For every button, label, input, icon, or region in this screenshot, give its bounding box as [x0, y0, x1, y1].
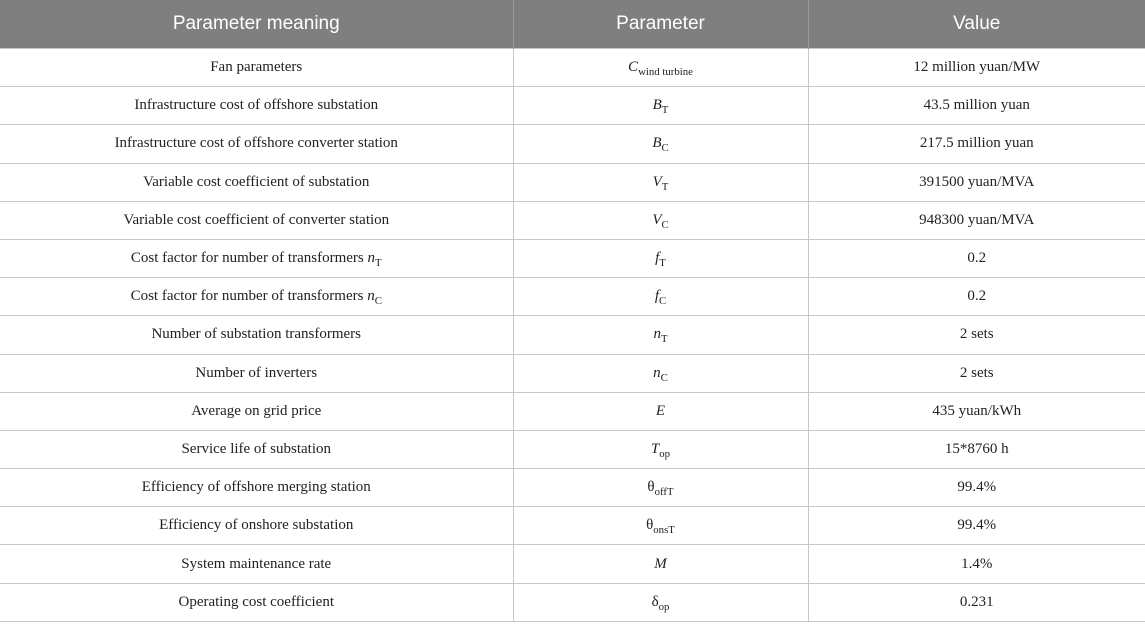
meaning-text: Cost factor for number of transformers	[130, 250, 368, 267]
cell-parameter-meaning	[0, 545, 513, 583]
parameter-symbol: B	[652, 135, 662, 152]
table-row	[0, 201, 1145, 239]
meaning-text: Number of substation transformers	[151, 326, 362, 343]
parameter-subscript: C	[661, 218, 669, 231]
parameter-symbol: V	[652, 173, 662, 190]
meaning-text: Infrastructure cost of offshore substation	[134, 97, 379, 114]
header-parameter: Parameter	[513, 0, 808, 49]
parameter-symbol: θ	[646, 517, 654, 534]
table-row	[0, 392, 1145, 430]
cell-value: 948300 yuan/MVA	[808, 201, 1145, 239]
meaning-text: Operating cost coefficient	[178, 593, 334, 610]
cell-value: 1.4%	[808, 545, 1145, 583]
cell-value: 2 sets	[808, 354, 1145, 392]
table-row	[0, 469, 1145, 507]
parameter-symbol: M	[654, 555, 667, 572]
cell-parameter-symbol	[513, 49, 808, 87]
table-row	[0, 278, 1145, 316]
cell-value: 12 million yuan/MW	[808, 49, 1145, 87]
cell-parameter-symbol	[513, 545, 808, 583]
header-parameter-meaning: Parameter meaning	[0, 0, 513, 49]
meaning-text: Efficiency of offshore merging station	[141, 479, 371, 496]
parameter-symbol: E	[655, 402, 666, 419]
table-row	[0, 583, 1145, 621]
parameter-symbol: f	[655, 250, 660, 267]
cell-parameter-symbol	[513, 316, 808, 354]
cell-parameter-symbol	[513, 278, 808, 316]
meaning-text: Average on grid price	[191, 402, 322, 419]
cell-parameter-symbol	[513, 239, 808, 277]
table-body	[0, 49, 1145, 622]
parameter-subscript: T	[660, 333, 668, 346]
table-row	[0, 49, 1145, 87]
parameter-subscript: op	[659, 447, 671, 460]
cell-value: 0.2	[808, 239, 1145, 277]
parameter-symbol: T	[650, 440, 660, 457]
table-row	[0, 316, 1145, 354]
cell-parameter-symbol	[513, 201, 808, 239]
parameter-symbol: C	[628, 59, 639, 76]
cell-parameter-meaning	[0, 125, 513, 163]
cell-parameter-meaning	[0, 469, 513, 507]
cell-value: 0.2	[808, 278, 1145, 316]
meaning-text: System maintenance rate	[181, 555, 332, 572]
meaning-text: Infrastructure cost of offshore converter station	[114, 135, 398, 152]
parameter-subscript: T	[661, 104, 669, 117]
cell-value: 217.5 million yuan	[808, 125, 1145, 163]
parameter-subscript: T	[659, 256, 666, 269]
meaning-text: Fan parameters	[210, 59, 303, 76]
meaning-text: Cost factor for number of transformers	[130, 288, 368, 305]
cell-parameter-meaning	[0, 201, 513, 239]
cell-parameter-meaning	[0, 278, 513, 316]
table-row	[0, 430, 1145, 468]
meaning-text: Number of inverters	[195, 364, 318, 381]
table-row	[0, 354, 1145, 392]
cell-parameter-meaning	[0, 87, 513, 125]
cell-parameter-symbol	[513, 507, 808, 545]
cell-parameter-symbol	[513, 469, 808, 507]
parameter-symbol: f	[654, 288, 659, 305]
cell-parameter-meaning	[0, 507, 513, 545]
parameter-subscript: wind turbine	[638, 65, 693, 78]
parameter-subscript: C	[658, 294, 667, 307]
cell-value: 15*8760 h	[808, 430, 1145, 468]
meaning-text: Variable cost coefficient of substation	[143, 173, 370, 190]
cell-value: 43.5 million yuan	[808, 87, 1145, 125]
parameter-subscript: C	[660, 371, 668, 384]
cell-parameter-symbol	[513, 430, 808, 468]
parameter-symbol: θ	[647, 479, 655, 496]
parameter-symbol: n	[653, 364, 661, 381]
meaning-symbol-subscript: C	[374, 294, 382, 307]
cell-parameter-meaning	[0, 239, 513, 277]
cell-parameter-symbol	[513, 583, 808, 621]
cell-parameter-meaning	[0, 392, 513, 430]
parameter-symbol: B	[652, 97, 662, 114]
cell-parameter-meaning	[0, 583, 513, 621]
cell-parameter-symbol	[513, 125, 808, 163]
table-row	[0, 87, 1145, 125]
table-row	[0, 163, 1145, 201]
cell-value: 99.4%	[808, 507, 1145, 545]
parameter-subscript: T	[661, 180, 669, 193]
cell-parameter-symbol	[513, 354, 808, 392]
meaning-text: Service life of substation	[181, 440, 332, 457]
cell-parameter-meaning	[0, 430, 513, 468]
cell-parameter-symbol	[513, 392, 808, 430]
parameter-symbol: V	[652, 211, 662, 228]
meaning-symbol-subscript: T	[375, 256, 382, 269]
meaning-text: Variable cost coefficient of converter station	[123, 211, 390, 228]
table-row	[0, 545, 1145, 583]
table-header-row	[0, 0, 1145, 49]
parameter-symbol: n	[653, 326, 661, 343]
table-row	[0, 507, 1145, 545]
cell-parameter-meaning	[0, 316, 513, 354]
cell-parameter-symbol	[513, 87, 808, 125]
parameter-subscript: onsT	[653, 524, 675, 537]
table-row	[0, 239, 1145, 277]
parameter-subscript: offT	[654, 485, 674, 498]
cell-value: 99.4%	[808, 469, 1145, 507]
meaning-symbol: n	[367, 250, 375, 267]
header-value: Value	[808, 0, 1145, 49]
parameter-symbol: δ	[651, 593, 659, 610]
cell-value: 0.231	[808, 583, 1145, 621]
parameter-subscript: C	[661, 142, 669, 155]
cell-parameter-meaning	[0, 163, 513, 201]
meaning-symbol: n	[367, 288, 375, 305]
table-row	[0, 125, 1145, 163]
cell-parameter-meaning	[0, 49, 513, 87]
parameter-subscript: op	[658, 600, 670, 613]
meaning-text: Efficiency of onshore substation	[159, 517, 354, 534]
cell-value: 391500 yuan/MVA	[808, 163, 1145, 201]
cell-value: 2 sets	[808, 316, 1145, 354]
cell-parameter-symbol	[513, 163, 808, 201]
cell-parameter-meaning	[0, 354, 513, 392]
cell-value: 435 yuan/kWh	[808, 392, 1145, 430]
